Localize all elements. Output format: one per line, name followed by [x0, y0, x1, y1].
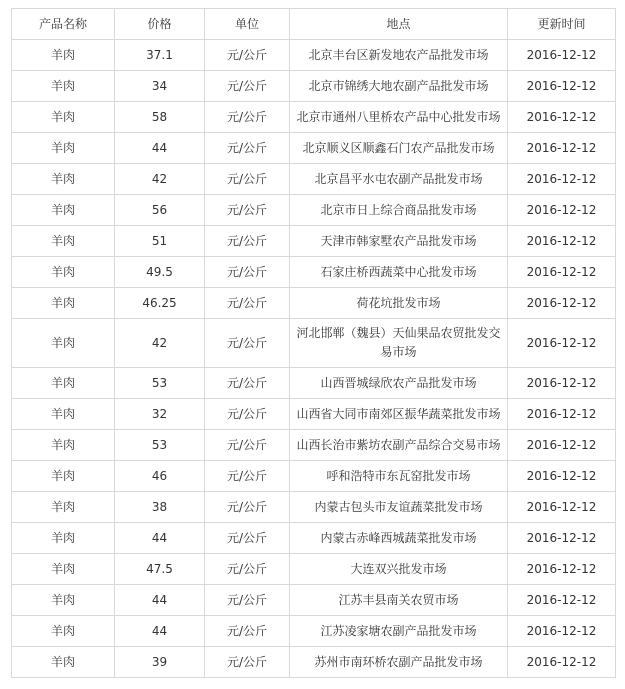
cell-unit: 元/公斤	[205, 523, 290, 554]
cell-update-time: 2016-12-12	[508, 133, 616, 164]
cell-price: 39	[115, 647, 205, 678]
cell-product-name: 羊肉	[12, 71, 115, 102]
cell-unit: 元/公斤	[205, 195, 290, 226]
cell-product-name: 羊肉	[12, 461, 115, 492]
cell-price: 46	[115, 461, 205, 492]
cell-market: 北京市日上综合商品批发市场	[290, 195, 508, 226]
cell-price: 47.5	[115, 554, 205, 585]
cell-price: 44	[115, 616, 205, 647]
cell-unit: 元/公斤	[205, 554, 290, 585]
cell-update-time: 2016-12-12	[508, 257, 616, 288]
table-row	[12, 195, 616, 226]
cell-update-time: 2016-12-12	[508, 288, 616, 319]
cell-price: 42	[115, 319, 205, 368]
cell-update-time: 2016-12-12	[508, 164, 616, 195]
cell-unit: 元/公斤	[205, 288, 290, 319]
cell-update-time: 2016-12-12	[508, 102, 616, 133]
table-row	[12, 288, 616, 319]
table-row	[12, 492, 616, 523]
table-row	[12, 368, 616, 399]
cell-product-name: 羊肉	[12, 554, 115, 585]
cell-market: 呼和浩特市东瓦窑批发市场	[290, 461, 508, 492]
cell-unit: 元/公斤	[205, 102, 290, 133]
cell-update-time: 2016-12-12	[508, 71, 616, 102]
price-table	[11, 8, 616, 678]
cell-market: 北京市锦绣大地农副产品批发市场	[290, 71, 508, 102]
cell-update-time: 2016-12-12	[508, 368, 616, 399]
cell-market: 山西长治市紫坊农副产品综合交易市场	[290, 430, 508, 461]
cell-update-time: 2016-12-12	[508, 523, 616, 554]
cell-market: 江苏凌家塘农副产品批发市场	[290, 616, 508, 647]
cell-price: 37.1	[115, 40, 205, 71]
cell-product-name: 羊肉	[12, 492, 115, 523]
cell-unit: 元/公斤	[205, 492, 290, 523]
table-row	[12, 257, 616, 288]
cell-unit: 元/公斤	[205, 647, 290, 678]
table-row	[12, 164, 616, 195]
table-row	[12, 102, 616, 133]
table-row	[12, 616, 616, 647]
table-row	[12, 430, 616, 461]
cell-market: 北京顺义区顺鑫石门农产品批发市场	[290, 133, 508, 164]
cell-market: 内蒙古赤峰西城蔬菜批发市场	[290, 523, 508, 554]
table-row	[12, 133, 616, 164]
table-row	[12, 399, 616, 430]
cell-market: 北京市通州八里桥农产品中心批发市场	[290, 102, 508, 133]
cell-unit: 元/公斤	[205, 430, 290, 461]
cell-market: 北京昌平水屯农副产品批发市场	[290, 164, 508, 195]
cell-market: 荷花坑批发市场	[290, 288, 508, 319]
cell-update-time: 2016-12-12	[508, 430, 616, 461]
cell-price: 44	[115, 523, 205, 554]
header-product-name: 产品名称	[12, 9, 115, 40]
cell-update-time: 2016-12-12	[508, 461, 616, 492]
cell-update-time: 2016-12-12	[508, 554, 616, 585]
cell-update-time: 2016-12-12	[508, 492, 616, 523]
cell-market: 内蒙古包头市友谊蔬菜批发市场	[290, 492, 508, 523]
cell-product-name: 羊肉	[12, 288, 115, 319]
cell-price: 56	[115, 195, 205, 226]
cell-unit: 元/公斤	[205, 319, 290, 368]
table-row	[12, 40, 616, 71]
cell-price: 44	[115, 133, 205, 164]
cell-product-name: 羊肉	[12, 226, 115, 257]
cell-price: 32	[115, 399, 205, 430]
header-unit: 单位	[205, 9, 290, 40]
cell-update-time: 2016-12-12	[508, 647, 616, 678]
cell-price: 53	[115, 368, 205, 399]
cell-product-name: 羊肉	[12, 195, 115, 226]
cell-unit: 元/公斤	[205, 164, 290, 195]
cell-update-time: 2016-12-12	[508, 40, 616, 71]
cell-unit: 元/公斤	[205, 133, 290, 164]
cell-market: 山西省大同市南郊区振华蔬菜批发市场	[290, 399, 508, 430]
cell-update-time: 2016-12-12	[508, 226, 616, 257]
table-header	[12, 9, 616, 40]
cell-unit: 元/公斤	[205, 616, 290, 647]
table-body	[12, 40, 616, 678]
table-row	[12, 319, 616, 368]
cell-product-name: 羊肉	[12, 616, 115, 647]
cell-unit: 元/公斤	[205, 71, 290, 102]
cell-price: 42	[115, 164, 205, 195]
table-row	[12, 647, 616, 678]
table-row	[12, 523, 616, 554]
cell-product-name: 羊肉	[12, 133, 115, 164]
cell-update-time: 2016-12-12	[508, 319, 616, 368]
cell-unit: 元/公斤	[205, 226, 290, 257]
cell-unit: 元/公斤	[205, 399, 290, 430]
cell-update-time: 2016-12-12	[508, 616, 616, 647]
cell-unit: 元/公斤	[205, 40, 290, 71]
cell-update-time: 2016-12-12	[508, 399, 616, 430]
cell-price: 58	[115, 102, 205, 133]
cell-market: 山西晋城绿欣农产品批发市场	[290, 368, 508, 399]
cell-unit: 元/公斤	[205, 368, 290, 399]
cell-market: 大连双兴批发市场	[290, 554, 508, 585]
cell-unit: 元/公斤	[205, 257, 290, 288]
cell-market: 河北邯郸（魏县）天仙果品农贸批发交易市场	[290, 319, 508, 368]
cell-product-name: 羊肉	[12, 164, 115, 195]
cell-update-time: 2016-12-12	[508, 585, 616, 616]
cell-price: 49.5	[115, 257, 205, 288]
table-row	[12, 554, 616, 585]
table-row	[12, 226, 616, 257]
cell-product-name: 羊肉	[12, 585, 115, 616]
cell-price: 38	[115, 492, 205, 523]
cell-product-name: 羊肉	[12, 399, 115, 430]
cell-product-name: 羊肉	[12, 102, 115, 133]
cell-product-name: 羊肉	[12, 40, 115, 71]
table-row	[12, 71, 616, 102]
cell-price: 34	[115, 71, 205, 102]
cell-price: 53	[115, 430, 205, 461]
cell-price: 46.25	[115, 288, 205, 319]
cell-product-name: 羊肉	[12, 647, 115, 678]
cell-price: 51	[115, 226, 205, 257]
cell-market: 苏州市南环桥农副产品批发市场	[290, 647, 508, 678]
header-market: 地点	[290, 9, 508, 40]
cell-price: 44	[115, 585, 205, 616]
table-row	[12, 585, 616, 616]
cell-product-name: 羊肉	[12, 368, 115, 399]
cell-product-name: 羊肉	[12, 430, 115, 461]
cell-market: 石家庄桥西蔬菜中心批发市场	[290, 257, 508, 288]
cell-market: 江苏丰县南关农贸市场	[290, 585, 508, 616]
table-row	[12, 461, 616, 492]
header-update-time: 更新时间	[508, 9, 616, 40]
cell-product-name: 羊肉	[12, 257, 115, 288]
cell-unit: 元/公斤	[205, 461, 290, 492]
cell-unit: 元/公斤	[205, 585, 290, 616]
cell-update-time: 2016-12-12	[508, 195, 616, 226]
cell-market: 北京丰台区新发地农产品批发市场	[290, 40, 508, 71]
header-price: 价格	[115, 9, 205, 40]
cell-product-name: 羊肉	[12, 523, 115, 554]
header-row	[12, 9, 616, 40]
cell-market: 天津市韩家墅农产品批发市场	[290, 226, 508, 257]
cell-product-name: 羊肉	[12, 319, 115, 368]
